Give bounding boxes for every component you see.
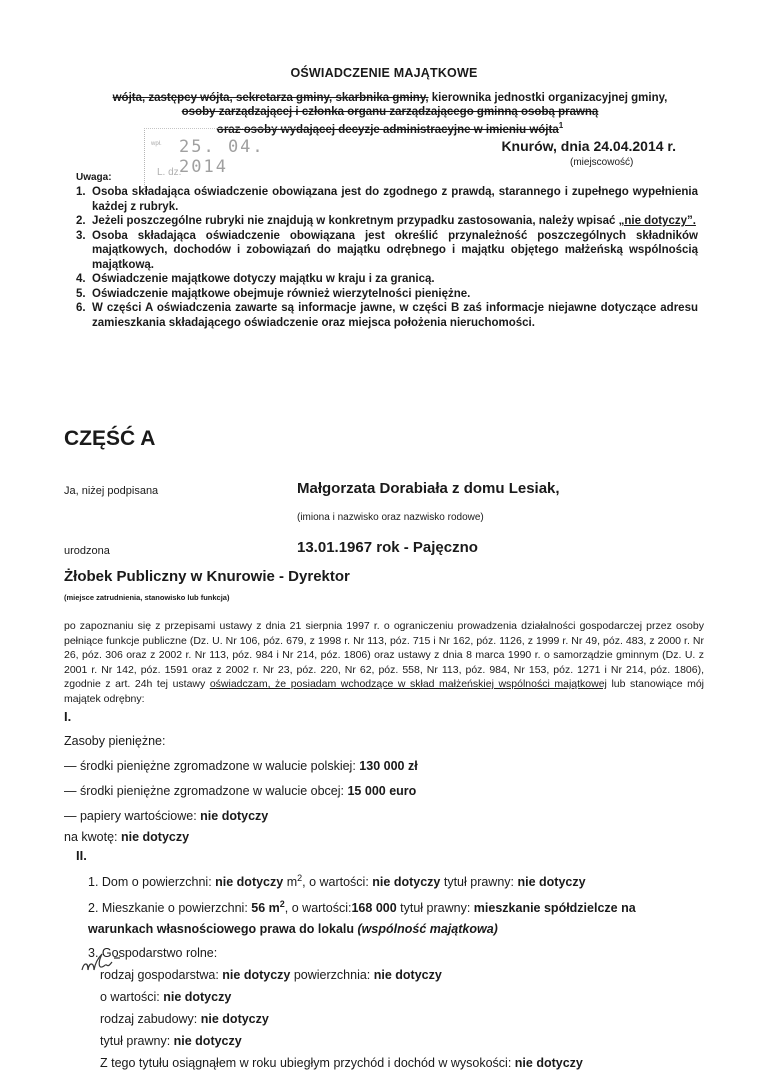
active-role: kierownika jednostki organizacyjnej gminy, <box>428 92 668 104</box>
farm-label: 3. Gospodarstwo rolne: <box>88 946 218 960</box>
struck-roles-2: osoby zarządzającej i członka organu zarządzającego gminną osobą prawną <box>181 106 599 118</box>
remark-item: 1. Osoba składająca oświadczenie obowiązana jest do zgodnego z prawdą, starannego i zupełnego wypełnienia każdej z rubryk. <box>76 186 698 213</box>
declarant-name: Małgorzata Dorabiała z domu Lesiak, <box>297 480 560 497</box>
place-date: Knurów, dnia 24.04.2014 r. <box>501 138 676 154</box>
flat-title-cont: warunkach własnościowego prawa do lokalu (wspólność majątkowa) <box>88 922 498 936</box>
stamp-reg: L. dz. <box>157 167 182 178</box>
legal-paragraph: po zapoznaniu się z przepisami ustawy z dnia 21 sierpnia 1997 r. o ograniczeniu prowadzenia działalności gospodarczej przez osoby pełniące funkcje publiczne (Dz. U. Nr 106, póz. 679, z 1998 r. Nr 113, póz. 715 i Nr 162, póz. 1126, z 1999 r. Nr 49, póz. 483, z 2000 r. Nr 26, póz. 306 oraz z 2002 r. Nr 113, póz. 984 i Nr 214, póz. 1806) oraz ustawy z dnia 8 marca 1990 r. o samorządzie gminnym (Dz. U. z 2001 r. Nr 142, póz. 1591 oraz z 2002 r. Nr 23, póz. 220, Nr 62, póz. 558, Nr 113, póz. 984, Nr 153, póz. 1271 i Nr 214, póz. 1806), zgodnie z art. 24h tej ustawy oświadczam, że posiadam wchodzące w skład małżeńskiej wspólności majątkowej lub stanowiące mój majątek odrębny: <box>64 620 705 705</box>
house-row: 1. Dom o powierzchni: nie dotyczy $m^2$, o wartości: nie dotyczy tytuł prawny: nie dotyczy <box>88 873 586 890</box>
birth-info: 13.01.1967 rok - Pajęczno <box>297 539 478 556</box>
remark-item: 5. Oświadczenie majątkowe obejmuje również wierzytelności pieniężne. <box>76 287 471 300</box>
remark-item: 3. Osoba składająca oświadczenie obowiązana jest określić przynależność poszczególnych składników majątkowych, dochodów i zobowiązań do majątku odrębnego i majątku objętego małżeńską wspólnością majątkową. <box>76 229 698 271</box>
cash-pln: — środki pieniężne zgromadzone w walucie polskiej: 130 000 zł <box>64 759 418 773</box>
struck-roles-3: oraz osoby wydającej decyzje administracyjne w imieniu wójta <box>216 123 559 136</box>
employer-note: (miejsce zatrudnienia, stanowisko lub funkcja) <box>64 593 230 602</box>
stamp-prefix: wpł. <box>151 141 162 147</box>
securities: — papiery wartościowe: nie dotyczy <box>64 809 269 823</box>
signed-label: Ja, niżej podpisana <box>64 485 159 497</box>
flat-row: 2. Mieszkanie o powierzchni: 56 $m^2$, o wartości:168 000 tytuł prawny: mieszkanie spółdzielcze na <box>88 899 636 916</box>
footnote-mark: 1 <box>558 121 564 130</box>
remark-item: 2. Jeżeli poszczególne rubryki nie znajdują w konkretnym przypadku zastosowania, należy wpisać „nie dotyczy”. <box>76 215 696 227</box>
farm-value: o wartości: nie dotyczy <box>100 990 232 1004</box>
stamp-date: 25. 04. 2014 <box>179 137 265 177</box>
name-note: (imiona i nazwisko oraz nazwisko rodowe) <box>297 512 484 523</box>
farm-title: tytuł prawny: nie dotyczy <box>100 1034 242 1048</box>
section-1-numeral: I. <box>64 709 72 724</box>
born-label: urodzona <box>64 545 110 557</box>
part-a-heading: CZĘŚĆ A <box>64 427 156 450</box>
place-note: (miejscowość) <box>570 157 634 168</box>
receipt-stamp <box>144 128 303 189</box>
remark-item: 6. W części A oświadczenia zawarte są informacje jawne, w części B zaś informacje niejawne dotyczące adresu zamieszkania składającego oświadczenie oraz miejsca położenia nieruchomości. <box>76 302 698 329</box>
document-title: OŚWIADCZENIE MAJĄTKOWE <box>290 66 478 80</box>
remarks-label: Uwaga: <box>76 172 112 183</box>
farm-income: Z tego tytułu osiągnąłem w roku ubiegłym przychód i dochód w wysokości: nie dotyczy <box>100 1056 583 1070</box>
employer: Żłobek Publiczny w Knurowie - Dyrektor <box>64 568 350 585</box>
section-2-numeral: II. <box>76 848 87 863</box>
remarks-list <box>76 185 698 330</box>
cash-foreign: — środki pieniężne zgromadzone w walucie obcej: 15 000 euro <box>64 784 417 798</box>
remark-item: 4. Oświadczenie majątkowe dotyczy majątku w kraju i za granicą. <box>76 273 435 285</box>
farm-build: rodzaj zabudowy: nie dotyczy <box>100 1012 269 1026</box>
struck-roles-1: wójta, zastępcy wójta, sekretarza gminy, skarbnika gminy, <box>112 92 429 104</box>
farm-type: rodzaj gospodarstwa: nie dotyczy powierzchnia: nie dotyczy <box>100 968 442 982</box>
securities-amount: na kwotę: nie dotyczy <box>64 830 190 844</box>
cash-heading: Zasoby pieniężne: <box>64 734 166 748</box>
handwritten-initials <box>78 940 138 980</box>
